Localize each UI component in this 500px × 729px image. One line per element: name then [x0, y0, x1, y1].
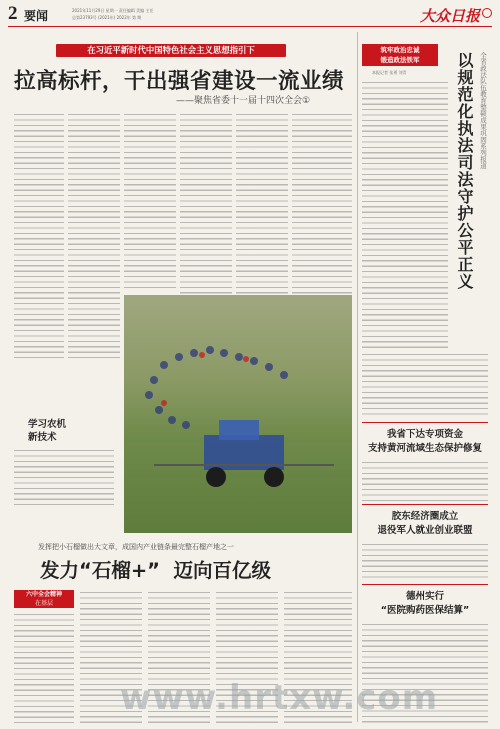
article-column-3 — [124, 112, 176, 292]
section-label: 要闻 — [24, 9, 49, 23]
banner — [56, 44, 286, 57]
main-headline: 拉高标杆，干出强省建设一流业绩 — [14, 69, 345, 94]
paper-seal-icon — [482, 8, 492, 18]
right-story-1-headline: 我省下达专项资金 支持黄河流域生态保护修复 — [367, 429, 482, 454]
column-divider — [357, 32, 358, 722]
article-column-1 — [14, 112, 64, 360]
six-plenum-subtitle: 在基层 — [34, 600, 53, 607]
right-story-1-body — [362, 460, 488, 502]
vertical-headline: 以规范化执法司法守护公平正义 — [455, 52, 474, 290]
farm-scene — [124, 295, 352, 533]
right-column-2 — [362, 352, 488, 418]
right-column-1 — [362, 80, 448, 350]
right-story-3-headline: 德州实行 “医院购药医保结算” — [380, 591, 470, 616]
watermark: www.hrtxw.com — [120, 678, 439, 718]
article-column-2 — [68, 112, 120, 360]
story2-column-1 — [14, 612, 74, 724]
right-story-2-body — [362, 542, 488, 582]
right-rule-3 — [362, 584, 488, 585]
masthead-rule — [8, 26, 492, 27]
right-rule-1 — [362, 422, 488, 423]
sub-meta: 总第23793号 (2021年) 2022年 第 期 — [72, 15, 142, 20]
banner-text: 在习近平新时代中国特色社会主义思想指引下 — [87, 45, 255, 55]
sub-headline: ——聚焦省委十一届十四次全会① — [176, 96, 311, 106]
right-rule-2 — [362, 504, 488, 505]
photo-caption-body — [14, 448, 114, 508]
page-number: 2 — [8, 3, 18, 24]
side-box-byline: 本报记者 张勇 刘青 — [372, 70, 407, 75]
photo-caption-title: 学习农机 新技术 — [28, 419, 67, 443]
farm-photo — [124, 295, 352, 533]
story2-kicker: 发挥把小石榴做出大文章，成国内产业链条最完整石榴产地之一 — [38, 543, 234, 551]
meta-line: 2021年11月29日 星期一 责任编辑 美编 主任 — [72, 8, 154, 13]
paper-name-logo: 大众日报 — [419, 7, 480, 25]
six-plenum-box — [14, 590, 74, 608]
right-story-2-headline: 胶东经济圈成立 退役军人就业创业联盟 — [377, 511, 473, 536]
photo-caption — [14, 418, 120, 530]
side-box-header — [362, 44, 438, 66]
story2-headline: 发力“石榴+” 迈向百亿级 — [40, 559, 272, 582]
vertical-headline-small: 全省政法队伍教育整顿成果巩固系列报道 — [479, 52, 487, 169]
side-box-title: 筑牢政治忠诚 锻造政法铁军 — [380, 46, 420, 64]
masthead — [8, 5, 492, 27]
six-plenum-title: 六中全会精神 — [25, 591, 62, 598]
